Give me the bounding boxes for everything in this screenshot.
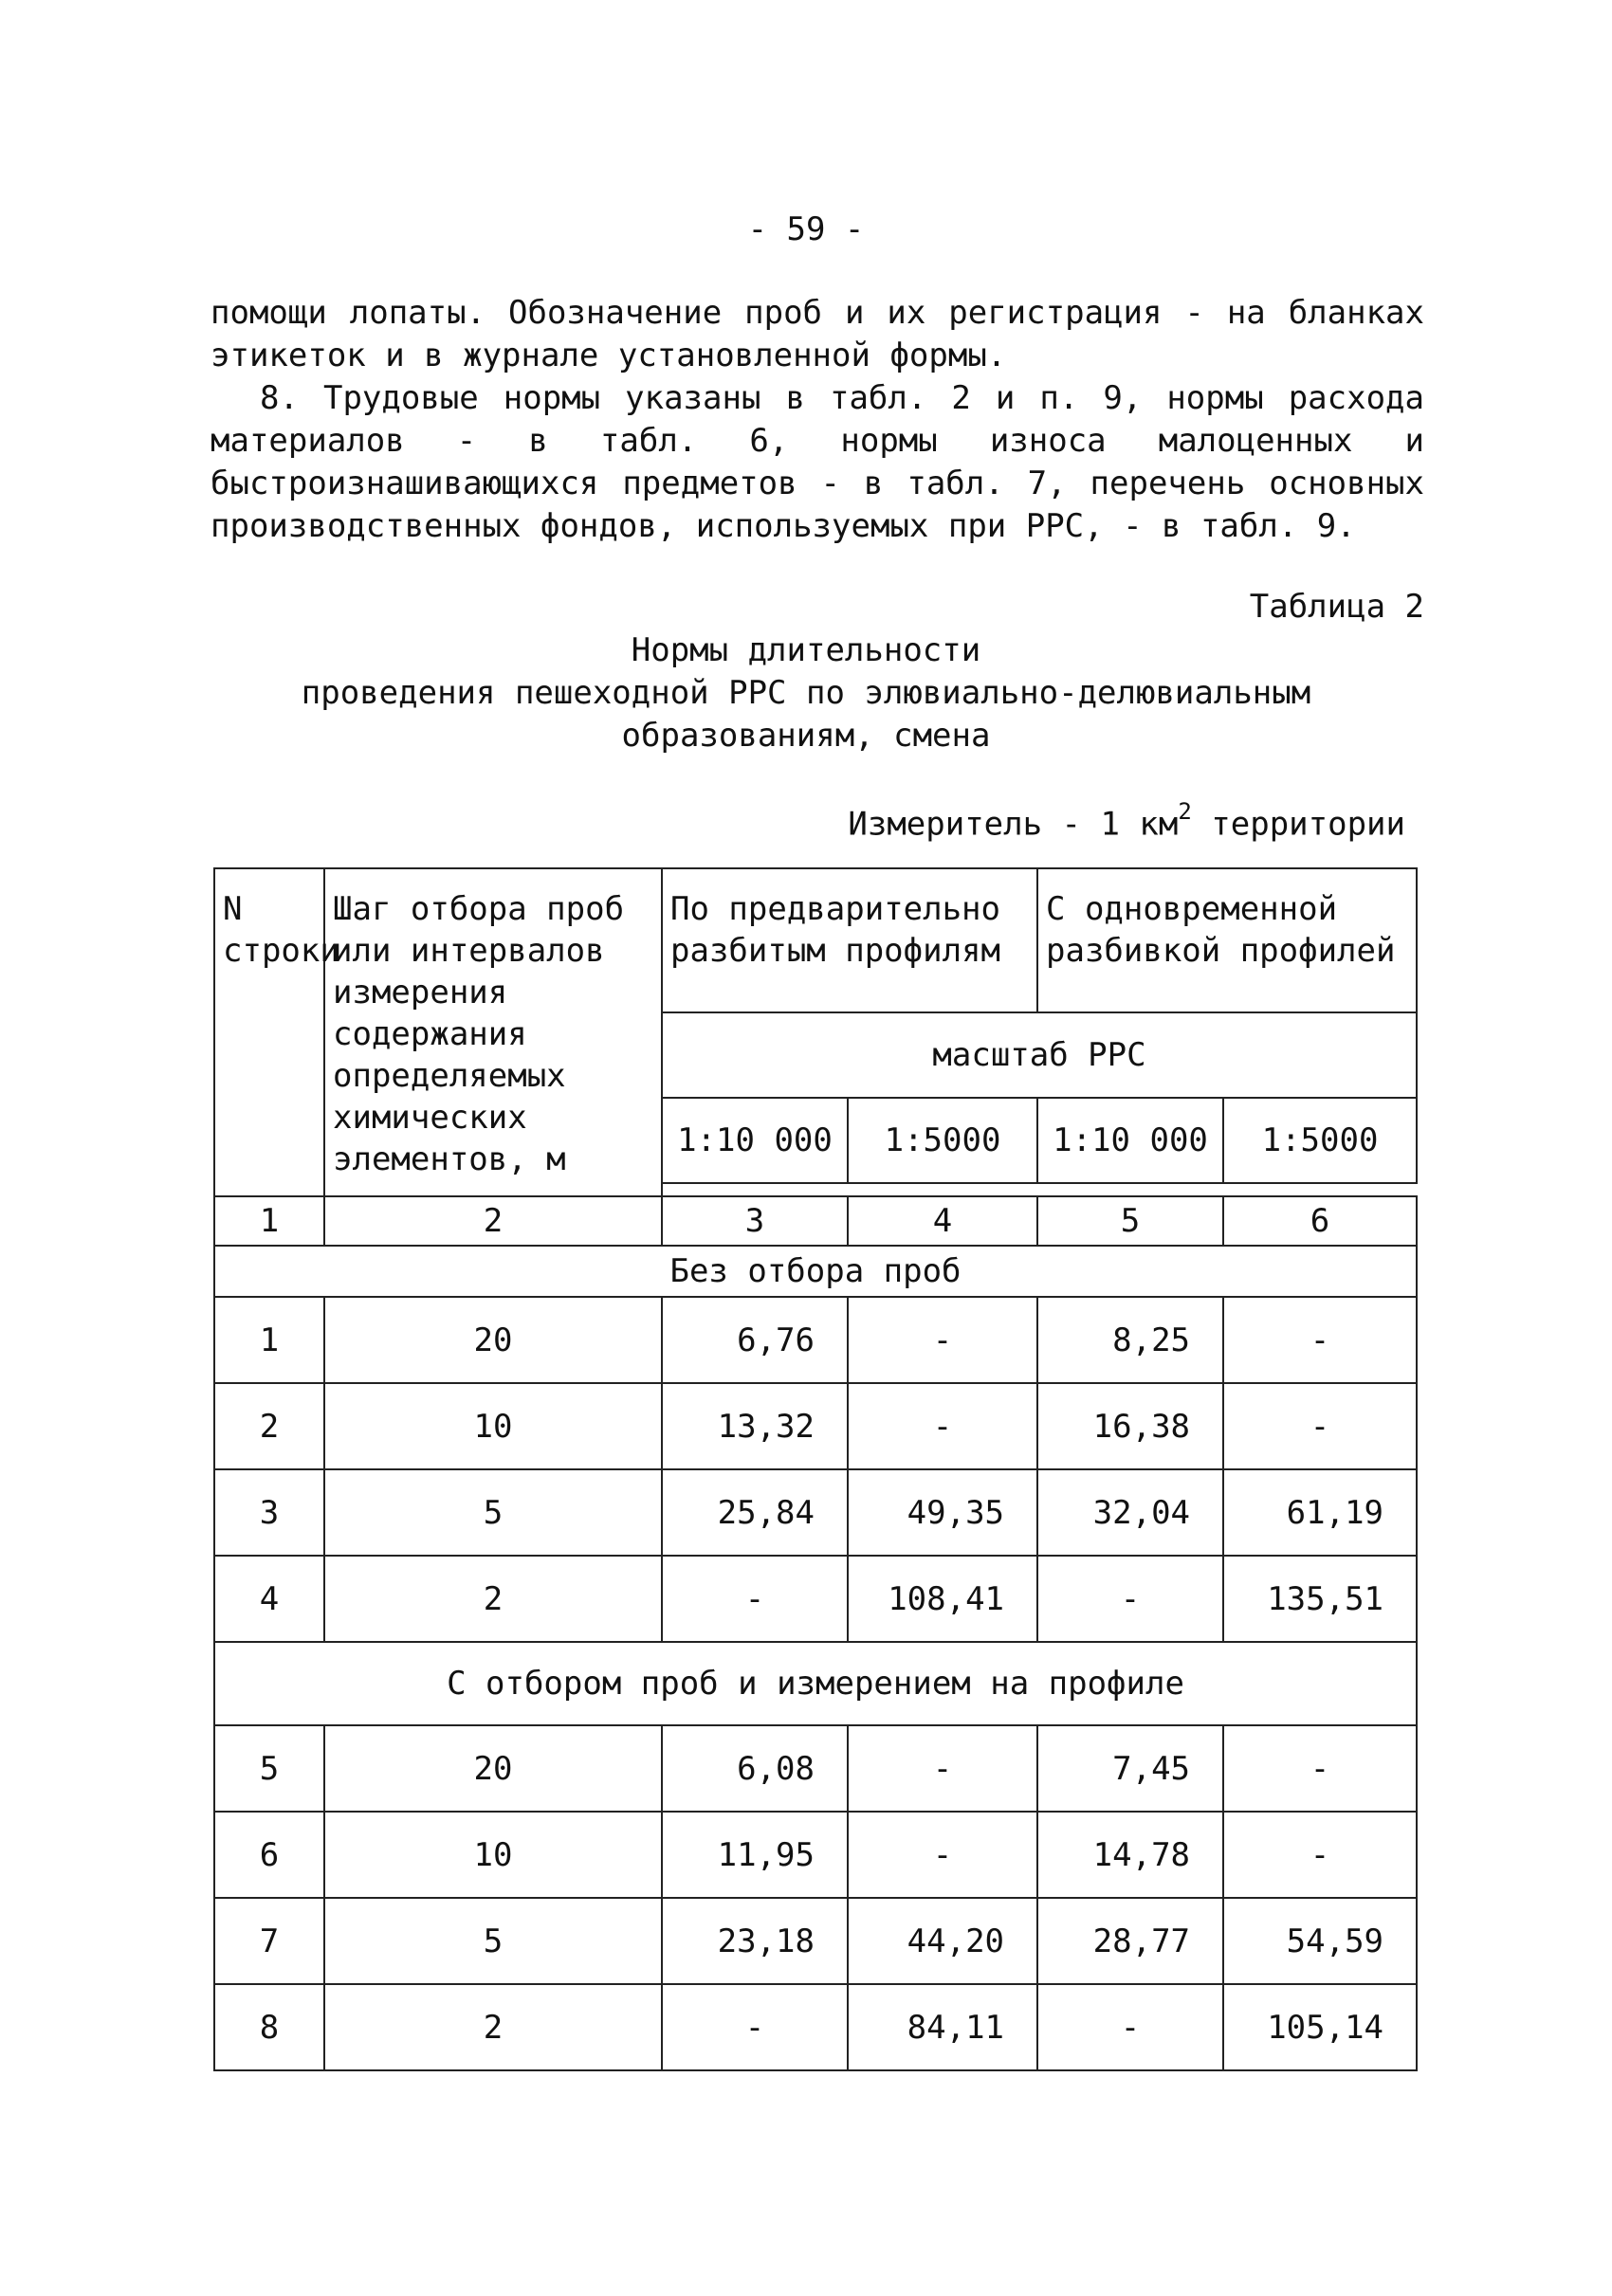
cell-value: 16,38 <box>1037 1383 1223 1469</box>
header-step: Шаг отбора проб или интервалов измерения содержания определяемых химических элементов, м <box>324 868 662 1196</box>
cell-value: 49,35 <box>848 1469 1037 1556</box>
cell-row-number: 1 <box>214 1297 324 1383</box>
cell-value: - <box>848 1297 1037 1383</box>
cell-value: 84,11 <box>848 1984 1037 2070</box>
measure-tail: территории <box>1191 805 1405 844</box>
cell-step: 2 <box>324 1984 662 2070</box>
cell-value: 108,41 <box>848 1556 1037 1642</box>
cell-value: 6,08 <box>662 1725 848 1812</box>
header-scale-4: 1:5000 <box>1223 1098 1417 1183</box>
cell-value: - <box>1223 1297 1417 1383</box>
norms-table <box>213 867 1418 2071</box>
column-number: 1 <box>214 1196 324 1246</box>
table-header-row-1 <box>214 868 1417 1012</box>
section-row-1 <box>214 1246 1417 1297</box>
cell-row-number: 2 <box>214 1383 324 1469</box>
cell-value: 7,45 <box>1037 1725 1223 1812</box>
cell-value: 54,59 <box>1223 1898 1417 1984</box>
cell-value: - <box>1037 1984 1223 2070</box>
header-group-simultaneous: С одновременной разбивкой профилей <box>1037 868 1417 1012</box>
cell-value: 135,51 <box>1223 1556 1417 1642</box>
cell-step: 20 <box>324 1725 662 1812</box>
header-spacer <box>662 1183 1417 1196</box>
cell-step: 2 <box>324 1556 662 1642</box>
header-scale: масштаб РРС <box>662 1012 1417 1098</box>
table-row <box>214 1469 1417 1556</box>
table-row <box>214 1725 1417 1812</box>
column-number: 4 <box>848 1196 1037 1246</box>
table-row <box>214 1812 1417 1898</box>
cell-value: - <box>1223 1725 1417 1812</box>
cell-value: 8,25 <box>1037 1297 1223 1383</box>
cell-step: 5 <box>324 1469 662 1556</box>
cell-value: 61,19 <box>1223 1469 1417 1556</box>
cell-value: - <box>662 1556 848 1642</box>
header-scale-2: 1:5000 <box>848 1098 1037 1183</box>
cell-value: - <box>1223 1383 1417 1469</box>
paragraph-1: помощи лопаты. Обозначение проб и их регистрация - на бланках этикеток и в журнале установленной формы. <box>211 294 1424 374</box>
cell-value: 6,76 <box>662 1297 848 1383</box>
cell-row-number: 6 <box>214 1812 324 1898</box>
table-title-line-3: образованиям, смена <box>621 717 991 755</box>
cell-value: 13,32 <box>662 1383 848 1469</box>
column-number: 6 <box>1223 1196 1417 1246</box>
table-row <box>214 1297 1417 1383</box>
cell-row-number: 5 <box>214 1725 324 1812</box>
section-title: С отбором проб и измерением на профиле <box>214 1642 1417 1725</box>
cell-value: - <box>848 1383 1037 1469</box>
cell-row-number: 3 <box>214 1469 324 1556</box>
header-scale-1: 1:10 000 <box>662 1098 848 1183</box>
measure-text: Измеритель - 1 км <box>848 805 1179 844</box>
column-numbers-row <box>214 1196 1417 1246</box>
cell-value: 32,04 <box>1037 1469 1223 1556</box>
table-caption: Таблица 2 <box>1249 588 1424 626</box>
cell-step: 20 <box>324 1297 662 1383</box>
table-title-line-1: Нормы длительности <box>631 631 981 669</box>
measure-superscript: 2 <box>1178 798 1192 825</box>
table-row <box>214 1898 1417 1984</box>
table-title-line-2: проведения пешеходной РРС по элювиально-делювиальным <box>301 674 1311 712</box>
cell-value: 25,84 <box>662 1469 848 1556</box>
column-number: 5 <box>1037 1196 1223 1246</box>
cell-value: - <box>1223 1812 1417 1898</box>
cell-step: 5 <box>324 1898 662 1984</box>
table-row <box>214 1984 1417 2070</box>
column-number: 3 <box>662 1196 848 1246</box>
cell-value: - <box>848 1725 1037 1812</box>
cell-step: 10 <box>324 1812 662 1898</box>
cell-step: 10 <box>324 1383 662 1469</box>
cell-row-number: 4 <box>214 1556 324 1642</box>
column-number: 2 <box>324 1196 662 1246</box>
cell-value: - <box>1037 1556 1223 1642</box>
table-row <box>214 1556 1417 1642</box>
table-title <box>0 629 1612 757</box>
paragraph-2: 8. Трудовые нормы указаны в табл. 2 и п. 9, нормы расхода материалов - в табл. 6, нормы износа малоценных и быстроизнашивающихся предметов - в табл. 7, перечень основных производственных фондов, используемых при РРС, - в табл. 9. <box>211 379 1424 545</box>
measure-unit <box>848 798 1405 844</box>
cell-value: 23,18 <box>662 1898 848 1984</box>
page-number: - 59 - <box>747 210 865 248</box>
header-scale-3: 1:10 000 <box>1037 1098 1223 1183</box>
cell-value: 28,77 <box>1037 1898 1223 1984</box>
header-row-number: N строки <box>214 868 324 1196</box>
section-title: Без отбора проб <box>214 1246 1417 1297</box>
cell-row-number: 8 <box>214 1984 324 2070</box>
cell-value: 14,78 <box>1037 1812 1223 1898</box>
cell-value: 44,20 <box>848 1898 1037 1984</box>
cell-value: 11,95 <box>662 1812 848 1898</box>
section-row-2 <box>214 1642 1417 1725</box>
table-row <box>214 1383 1417 1469</box>
cell-value: - <box>662 1984 848 2070</box>
header-group-pre-laid: По предварительно разбитым профилям <box>662 868 1037 1012</box>
cell-row-number: 7 <box>214 1898 324 1984</box>
cell-value: - <box>848 1812 1037 1898</box>
cell-value: 105,14 <box>1223 1984 1417 2070</box>
